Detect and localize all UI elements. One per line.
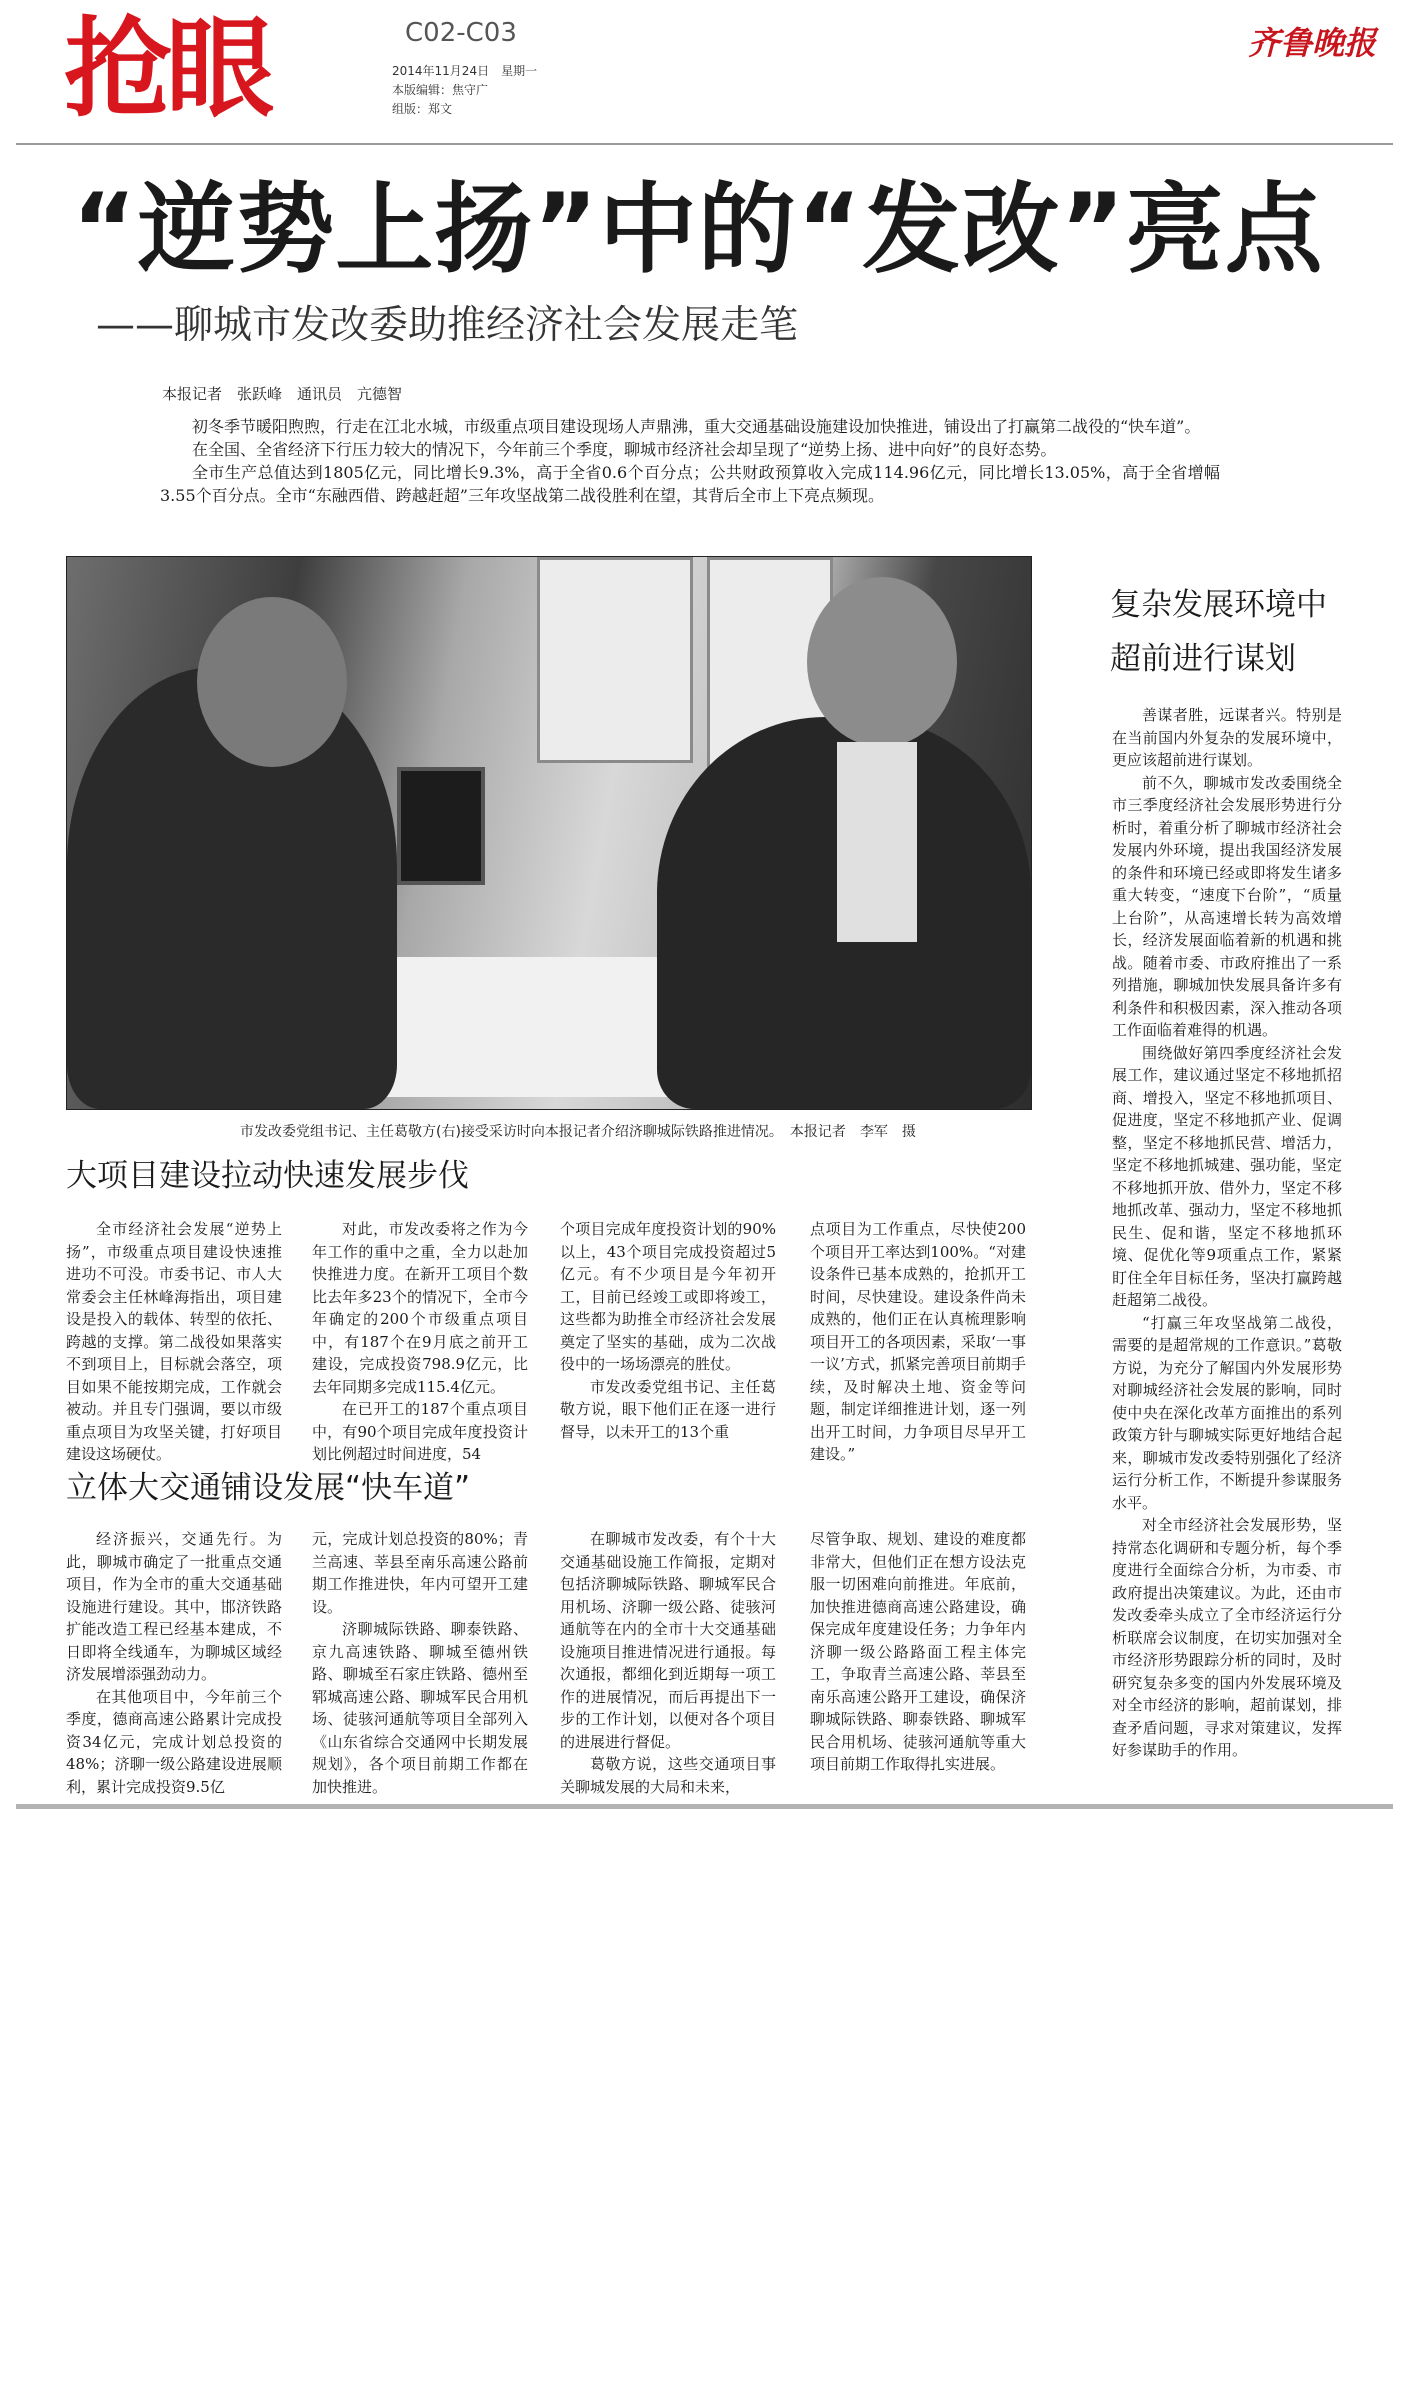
news-photo <box>66 556 1032 1110</box>
body-paragraph: 对此，市发改委将之作为今年工作的重中之重，全力以赴加快推进力度。在新开工项目个数比去年多23个的情况下，全市今年确定的200个市级重点项目中，有187个在9月底之前开工建设，完成投资798.9亿元，比去年同期多完成115.4亿元。 <box>312 1220 528 1396</box>
body-column <box>312 1528 528 1798</box>
body-column <box>810 1218 1026 1466</box>
editor-line: 本版编辑：焦守广 <box>392 83 489 97</box>
body-paragraph: 葛敬方说，这些交通项目事关聊城发展的大局和未来， <box>560 1755 776 1796</box>
newspaper-logo: 齐鲁晚报 <box>1248 24 1377 62</box>
body-paragraph: 在其他项目中，今年前三个季度，德商高速公路累计完成投资34亿元，完成计划总投资的48%；济聊一级公路建设进展顺利，累计完成投资9.5亿 <box>66 1687 282 1796</box>
article-headline: “逆势上扬”中的“发改”亮点 <box>72 173 1324 287</box>
sidebar-paragraph: 前不久，聊城市发改委围绕全市三季度经济社会发展形势进行分析时，着重分析了聊城市经济社会发展内外环境，提出我国经济发展的条件和环境已经或即将发生诸多重大转变，“速度下台阶”，“质量上台阶”，从高速增长转为高效增长，经济发展面临着新的机遇和挑战。随着市委、市政府推出了一系列措施，聊城加快发展具备许多有利条件和积极因素，深入推动各项工作面临着难得的机遇。 <box>1112 773 1342 1039</box>
body-column <box>560 1218 776 1443</box>
page-bottom-divider <box>16 1804 1393 1809</box>
lead-paragraph: 初冬季节暖阳煦煦，行走在江北水城，市级重点项目建设现场人声鼎沸，重大交通基础设施建设加快推进，铺设出了打赢第二战役的“快车道”。 <box>192 417 1201 436</box>
date-line: 2014年11月24日 星期一 <box>392 64 538 78</box>
lead-paragraph: 在全国、全省经济下行压力较大的情况下，今年前三个季度，聊城市经济社会却呈现了“逆势上扬、进中向好”的良好态势。 <box>192 440 1057 459</box>
sidebar-heading-line: 超前进行谋划 <box>1110 641 1296 677</box>
body-column <box>560 1528 776 1798</box>
sidebar-body <box>1112 704 1342 1762</box>
body-paragraph: 在已开工的187个重点项目中，有90个项目完成年度投资计划比例超过时间进度，54 <box>312 1400 528 1463</box>
section-title: 抢眼 <box>64 7 269 132</box>
layout-line: 组版：郑文 <box>392 102 453 116</box>
article-byline: 本报记者 张跃峰 通讯员 亢德智 <box>162 385 403 403</box>
sidebar-heading-line: 复杂发展环境中 <box>1110 587 1327 623</box>
body-column <box>66 1218 282 1466</box>
body-column <box>810 1528 1026 1776</box>
sidebar-paragraph: 对全市经济社会发展形势，坚持常态化调研和专题分析，每个季度进行全面综合分析，为市委、市政府提出决策建议。为此，还由市发改委牵头成立了全市经济运行分析联席会议制度，在切实加强对全市经济形势跟踪分析的同时，及时研究复杂多变的国内外发展环境及对全市经济的影响，超前谋划，排查矛盾问题，寻求对策建议，发挥好参谋助手的作用。 <box>1112 1516 1342 1759</box>
body-paragraph: 全市经济社会发展“逆势上扬”，市级重点项目建设快速推进功不可没。市委书记、市人大常委会主任林峰海指出，项目建设是投入的载体、转型的依托、跨越的支撑。第二战役如果落实不到项目上，目标就会落空，项目如果不能按期完成，工作就会被动。并且专门强调，要以市级重点项目为攻坚关键，打好项目建设这场硬仗。 <box>66 1220 282 1463</box>
body-paragraph: 点项目为工作重点，尽快使200个项目开工率达到100%。“对建设条件已基本成熟的，抢抓开工时间，尽快建设。建设条件尚未成熟的，他们正在认真梳理影响项目开工的各项因素，采取‘一事一议’方式，抓紧完善项目前期手续，及时解决土地、资金等问题，制定详细推进计划，逐一列出开工时间，力争项目尽早开工建设。” <box>810 1220 1026 1463</box>
sidebar-paragraph: 围绕做好第四季度经济社会发展工作，建议通过坚定不移地抓招商、增投入，坚定不移地抓项目、促进度，坚定不移地抓产业、促调整，坚定不移地抓民营、增活力，坚定不移地抓城建、强功能，坚定不移地抓开放、借外力，坚定不移地抓改革、强动力，坚定不移地抓民生、促和谐，坚定不移地抓环境、促优化等9项重点工作，紧紧盯住全年目标任务，坚决打赢跨越赶超第二战役。 <box>1112 1043 1342 1309</box>
article-subheadline: ——聊城市发改委助推经济社会发展走笔 <box>96 303 799 348</box>
masthead-divider <box>16 143 1393 145</box>
article-lead <box>160 415 1220 507</box>
photo-caption: 市发改委党组书记、主任葛敬方(右)接受采访时向本报记者介绍济聊城际铁路推进情况。 本报记者 李军 摄 <box>240 1124 916 1140</box>
body-paragraph: 经济振兴，交通先行。为此，聊城市确定了一批重点交通项目，作为全市的重大交通基础设施进行建设。其中，邯济铁路扩能改造工程已经基本建成，不日即将全线通车，为聊城区域经济发展增添强劲动力。 <box>66 1530 282 1683</box>
body-column <box>66 1528 282 1798</box>
body-paragraph: 元，完成计划总投资的80%；青兰高速、莘县至南乐高速公路前期工作推进快，年内可望开工建设。 <box>312 1530 528 1616</box>
body-paragraph: 济聊城际铁路、聊泰铁路、京九高速铁路、聊城至德州铁路、聊城至石家庄铁路、德州至郓城高速公路、聊城军民合用机场、徒骇河通航等项目全部列入《山东省综合交通网中长期发展规划》，各个项目前期工作都在加快推进。 <box>312 1620 528 1796</box>
sidebar-paragraph: 善谋者胜，远谋者兴。特别是在当前国内外复杂的发展环境中，更应该超前进行谋划。 <box>1112 706 1342 769</box>
sidebar-paragraph: “打赢三年攻坚战第二战役，需要的是超常规的工作意识。”葛敬方说，为充分了解国内外发展形势对聊城经济社会发展的影响，同时使中央在深化改革方面推出的系列政策方针与聊城实际更好地结合起来，聊城市发改委特别强化了经济运行分析工作，不断提升参谋服务水平。 <box>1112 1313 1342 1512</box>
lead-paragraph: 全市生产总值达到1805亿元，同比增长9.3%，高于全省0.6个百分点；公共财政预算收入完成114.96亿元，同比增长13.05%，高于全省增幅3.55个百分点。全市“东融西借、跨越赶超”三年攻坚战第二战役胜利在望，其背后全市上下亮点频现。 <box>160 463 1220 505</box>
body-paragraph: 尽管争取、规划、建设的难度都非常大，但他们正在想方设法克服一切困难向前推进。年底前，加快推进德商高速公路建设，确保完成年度建设任务；力争年内济聊一级公路路面工程主体完工，争取青兰高速公路、莘县至南乐高速公路开工建设，确保济聊城际铁路、聊泰铁路、聊城军民合用机场、徒骇河通航等重大项目前期工作取得扎实进展。 <box>810 1530 1026 1773</box>
body-paragraph: 市发改委党组书记、主任葛敬方说，眼下他们正在逐一进行督导，以未开工的13个重 <box>560 1377 776 1441</box>
body-paragraph: 在聊城市发改委，有个十大交通基础设施工作简报，定期对包括济聊城际铁路、聊城军民合用机场、济聊一级公路、徒骇河通航等在内的全市十大交通基础设施项目推进情况进行通报。每次通报，都细化到近期每一项工作的进展情况，而后再提出下一步的工作计划，以便对各个项目的进展进行督促。 <box>560 1530 776 1751</box>
page-range: C02-C03 <box>405 18 517 48</box>
section-heading-projects: 大项目建设拉动快速发展步伐 <box>66 1158 469 1194</box>
sidebar-heading <box>1110 578 1365 686</box>
section-heading-transport: 立体大交通铺设发展“快车道” <box>66 1470 471 1506</box>
body-column <box>312 1218 528 1466</box>
body-paragraph: 个项目完成年度投资计划的90%以上，43个项目完成投资超过5亿元。有不少项目是今年初开工，目前已经竣工或即将竣工，这些都为助推全市经济社会发展奠定了坚实的基础，成为二次战役中的一场场漂亮的胜仗。 <box>560 1220 776 1373</box>
